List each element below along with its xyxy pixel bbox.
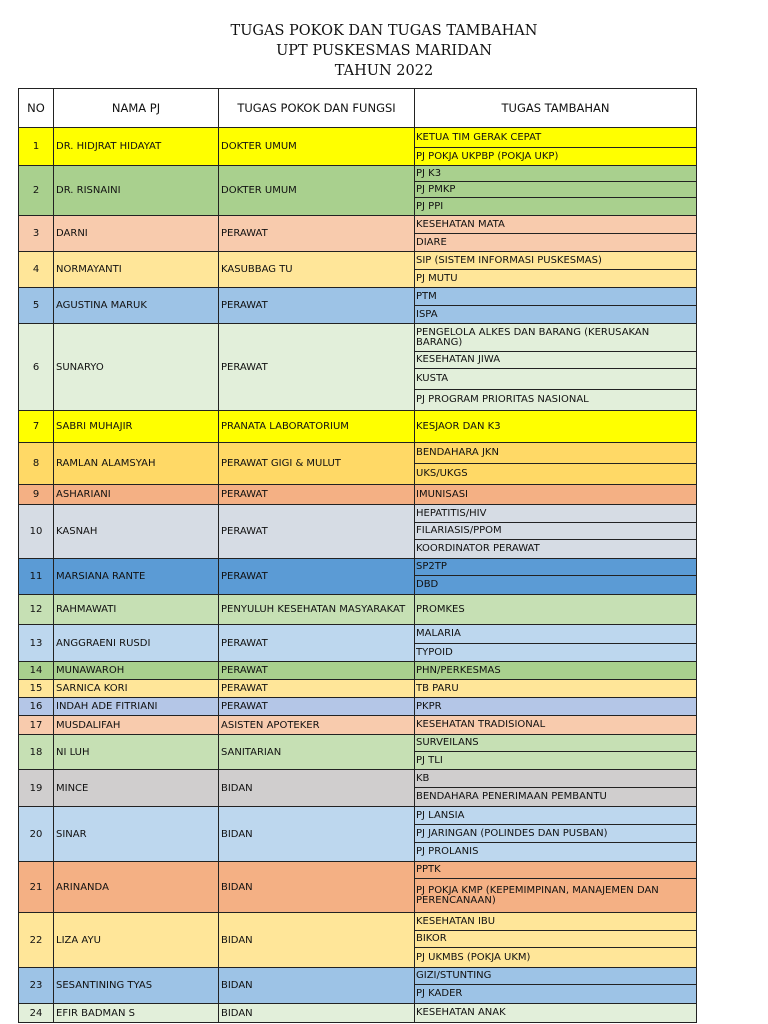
cell-no: 10 xyxy=(19,505,54,559)
cell-nama-pj: RAMLAN ALAMSYAH xyxy=(54,443,219,485)
cell-no: 11 xyxy=(19,559,54,595)
cell-nama-pj: DR. RISNAINI xyxy=(54,166,219,216)
table-row xyxy=(19,735,697,770)
cell-nama-pj: SESANTINING TYAS xyxy=(54,968,219,1004)
duty-table xyxy=(18,88,697,1023)
tugas-tambahan-item: KOORDINATOR PERAWAT xyxy=(416,543,540,554)
cell-tugas-pokok: ASISTEN APOTEKER xyxy=(219,716,415,735)
cell-nama-pj: ANGGRAENI RUSDI xyxy=(54,625,219,662)
cell-nama-pj: SINAR xyxy=(54,807,219,862)
document-title xyxy=(0,21,768,81)
table-row xyxy=(19,288,697,324)
title-line-2: UPT PUSKESMAS MARIDAN xyxy=(276,43,492,59)
tugas-tambahan-item: PJ JARINGAN (POLINDES DAN PUSBAN) xyxy=(415,825,696,843)
cell-tugas-tambahan xyxy=(415,735,697,770)
tugas-tambahan-item: KESEHATAN JIWA xyxy=(415,352,696,369)
cell-tugas-tambahan xyxy=(415,968,697,1004)
tugas-tambahan-item: MALARIA xyxy=(415,625,696,644)
tugas-tambahan-item: PJ PROGRAM PRIORITAS NASIONAL xyxy=(416,394,589,405)
header-nama-pj: NAMA PJ xyxy=(54,89,219,128)
tugas-tambahan-item: KESEHATAN IBU xyxy=(415,913,696,931)
cell-tugas-pokok: PERAWAT xyxy=(219,505,415,559)
tugas-tambahan-item: BENDAHARA PENERIMAAN PEMBANTU xyxy=(416,791,607,802)
tugas-tambahan-item: PJ K3 xyxy=(415,166,696,182)
cell-tugas-pokok: PERAWAT xyxy=(219,324,415,411)
cell-no: 22 xyxy=(19,913,54,968)
tugas-tambahan-item: HEPATITIS/HIV xyxy=(415,505,696,523)
tugas-tambahan-item: PJ MUTU xyxy=(416,272,458,284)
cell-tugas-tambahan xyxy=(415,559,697,595)
cell-tugas-tambahan xyxy=(415,913,697,968)
cell-nama-pj: DR. HIDJRAT HIDAYAT xyxy=(54,128,219,166)
cell-tugas-tambahan xyxy=(415,595,697,625)
cell-nama-pj: EFIR BADMAN S xyxy=(54,1004,219,1023)
tugas-tambahan-item: KESJAOR DAN K3 xyxy=(416,420,501,432)
table-row xyxy=(19,716,697,735)
table-body xyxy=(19,128,697,1023)
cell-tugas-tambahan xyxy=(415,324,697,411)
table-row xyxy=(19,252,697,288)
table-row xyxy=(19,680,697,698)
table-row xyxy=(19,913,697,968)
header-tugas-pokok: TUGAS POKOK DAN FUNGSI xyxy=(219,89,415,128)
cell-tugas-pokok: KASUBBAG TU xyxy=(219,252,415,288)
tugas-tambahan-item: PJ PROLANIS xyxy=(416,846,479,857)
tugas-tambahan-item: BIKOR xyxy=(415,931,696,948)
cell-no: 5 xyxy=(19,288,54,324)
table-row xyxy=(19,324,697,411)
tugas-tambahan-item: PJ PMKP xyxy=(415,182,696,198)
cell-nama-pj: SABRI MUHAJIR xyxy=(54,411,219,443)
tugas-tambahan-item: PJ TLI xyxy=(416,754,443,766)
tugas-tambahan-item: KESEHATAN MATA xyxy=(415,216,696,234)
table-row xyxy=(19,411,697,443)
cell-tugas-pokok: PERAWAT GIGI & MULUT xyxy=(219,443,415,485)
cell-tugas-tambahan xyxy=(415,716,697,735)
tugas-tambahan-item: PJ POKJA UKPBP (POKJA UKP) xyxy=(416,150,559,162)
cell-tugas-pokok: SANITARIAN xyxy=(219,735,415,770)
title-line-1: TUGAS POKOK DAN TUGAS TAMBAHAN xyxy=(230,23,538,39)
table-row xyxy=(19,662,697,680)
tugas-tambahan-item: KB xyxy=(415,770,696,788)
cell-tugas-tambahan xyxy=(415,443,697,485)
cell-no: 24 xyxy=(19,1004,54,1023)
cell-no: 13 xyxy=(19,625,54,662)
tugas-tambahan-item: PHN/PERKESMAS xyxy=(416,664,501,676)
cell-nama-pj: SARNICA KORI xyxy=(54,680,219,698)
tugas-tambahan-item: PJ PPI xyxy=(416,200,444,212)
tugas-tambahan-item: PTM xyxy=(415,288,696,306)
cell-no: 7 xyxy=(19,411,54,443)
cell-nama-pj: INDAH ADE FITRIANI xyxy=(54,698,219,716)
tugas-tambahan-item: PJ POKJA KMP (KEPEMIMPINAN, MANAJEMEN DAN PERENCANAAN) xyxy=(416,884,659,906)
cell-nama-pj: DARNI xyxy=(54,216,219,252)
tugas-tambahan-item: TYPOID xyxy=(416,646,453,658)
tugas-tambahan-item: PPTK xyxy=(415,862,696,879)
tugas-tambahan-item: PJ LANSIA xyxy=(415,807,696,825)
table-row xyxy=(19,625,697,662)
cell-tugas-tambahan xyxy=(415,166,697,216)
cell-nama-pj: NI LUH xyxy=(54,735,219,770)
cell-tugas-pokok: PERAWAT xyxy=(219,485,415,505)
tugas-tambahan-item: GIZI/STUNTING xyxy=(415,968,696,985)
cell-tugas-pokok: DOKTER UMUM xyxy=(219,166,415,216)
cell-nama-pj: ASHARIANI xyxy=(54,485,219,505)
cell-tugas-tambahan xyxy=(415,485,697,505)
table-row xyxy=(19,595,697,625)
cell-no: 1 xyxy=(19,128,54,166)
cell-no: 16 xyxy=(19,698,54,716)
cell-nama-pj: KASNAH xyxy=(54,505,219,559)
cell-tugas-pokok: PERAWAT xyxy=(219,216,415,252)
cell-tugas-tambahan xyxy=(415,505,697,559)
cell-no: 12 xyxy=(19,595,54,625)
cell-nama-pj: MUNAWAROH xyxy=(54,662,219,680)
cell-nama-pj: MINCE xyxy=(54,770,219,807)
tugas-tambahan-item: BENDAHARA JKN xyxy=(415,443,696,464)
tugas-tambahan-item: PJ UKMBS (POKJA UKM) xyxy=(416,951,531,963)
tugas-tambahan-item: KESEHATAN TRADISIONAL xyxy=(416,719,546,730)
tugas-tambahan-item: PROMKES xyxy=(416,603,465,615)
tugas-tambahan-item: SP2TP xyxy=(415,559,696,576)
cell-tugas-tambahan xyxy=(415,770,697,807)
table-header-row xyxy=(19,89,697,128)
cell-no: 17 xyxy=(19,716,54,735)
table-row xyxy=(19,698,697,716)
cell-no: 20 xyxy=(19,807,54,862)
tugas-tambahan-item: PJ KADER xyxy=(416,988,463,999)
cell-tugas-tambahan xyxy=(415,625,697,662)
tugas-tambahan-item: PKPR xyxy=(416,700,442,712)
cell-tugas-tambahan xyxy=(415,216,697,252)
tugas-tambahan-item: IMUNISASI xyxy=(416,488,468,500)
cell-nama-pj: RAHMAWATI xyxy=(54,595,219,625)
table-row xyxy=(19,166,697,216)
cell-nama-pj: SUNARYO xyxy=(54,324,219,411)
cell-tugas-pokok: BIDAN xyxy=(219,913,415,968)
cell-tugas-pokok: PERAWAT xyxy=(219,288,415,324)
tugas-tambahan-item: PENGELOLA ALKES DAN BARANG (KERUSAKAN BARANG) xyxy=(415,324,696,352)
cell-tugas-pokok: PENYULUH KESEHATAN MASYARAKAT xyxy=(219,595,415,625)
cell-nama-pj: AGUSTINA MARUK xyxy=(54,288,219,324)
tugas-tambahan-item: KUSTA xyxy=(415,369,696,390)
tugas-tambahan-item: FILARIASIS/PPOM xyxy=(415,523,696,540)
cell-tugas-pokok: PRANATA LABORATORIUM xyxy=(219,411,415,443)
cell-tugas-pokok: BIDAN xyxy=(219,1004,415,1023)
cell-no: 9 xyxy=(19,485,54,505)
cell-tugas-tambahan xyxy=(415,1004,697,1023)
table-row xyxy=(19,770,697,807)
title-line-3: TAHUN 2022 xyxy=(334,63,434,79)
cell-tugas-tambahan xyxy=(415,862,697,913)
cell-tugas-tambahan xyxy=(415,680,697,698)
tugas-tambahan-item: DBD xyxy=(416,579,439,590)
cell-nama-pj: MUSDALIFAH xyxy=(54,716,219,735)
cell-tugas-tambahan xyxy=(415,807,697,862)
cell-tugas-pokok: PERAWAT xyxy=(219,662,415,680)
tugas-tambahan-item: KETUA TIM GERAK CEPAT xyxy=(415,128,696,148)
cell-tugas-tambahan xyxy=(415,288,697,324)
header-tugas-tambahan: TUGAS TAMBAHAN xyxy=(415,89,697,128)
table-row xyxy=(19,216,697,252)
cell-no: 3 xyxy=(19,216,54,252)
cell-no: 6 xyxy=(19,324,54,411)
table-row xyxy=(19,505,697,559)
table-row xyxy=(19,128,697,166)
tugas-tambahan-item: ISPA xyxy=(416,308,438,320)
header-no: NO xyxy=(19,89,54,128)
cell-no: 4 xyxy=(19,252,54,288)
table-row xyxy=(19,443,697,485)
cell-no: 19 xyxy=(19,770,54,807)
cell-tugas-pokok: PERAWAT xyxy=(219,680,415,698)
cell-tugas-pokok: BIDAN xyxy=(219,968,415,1004)
cell-tugas-tambahan xyxy=(415,662,697,680)
cell-nama-pj: ARINANDA xyxy=(54,862,219,913)
cell-nama-pj: NORMAYANTI xyxy=(54,252,219,288)
cell-tugas-tambahan xyxy=(415,411,697,443)
table-row xyxy=(19,559,697,595)
cell-nama-pj: MARSIANA RANTE xyxy=(54,559,219,595)
table-row xyxy=(19,968,697,1004)
cell-tugas-pokok: DOKTER UMUM xyxy=(219,128,415,166)
cell-nama-pj: LIZA AYU xyxy=(54,913,219,968)
table-row xyxy=(19,807,697,862)
cell-tugas-pokok: PERAWAT xyxy=(219,559,415,595)
table-row xyxy=(19,862,697,913)
tugas-tambahan-item: UKS/UKGS xyxy=(416,468,468,479)
cell-tugas-tambahan xyxy=(415,698,697,716)
cell-tugas-pokok: BIDAN xyxy=(219,862,415,913)
tugas-tambahan-item: SURVEILANS xyxy=(415,735,696,752)
cell-tugas-tambahan xyxy=(415,252,697,288)
tugas-tambahan-item: SIP (SISTEM INFORMASI PUSKESMAS) xyxy=(415,252,696,270)
cell-tugas-pokok: PERAWAT xyxy=(219,698,415,716)
cell-tugas-tambahan xyxy=(415,128,697,166)
cell-no: 15 xyxy=(19,680,54,698)
table-row xyxy=(19,485,697,505)
cell-tugas-pokok: BIDAN xyxy=(219,807,415,862)
cell-no: 23 xyxy=(19,968,54,1004)
table-row xyxy=(19,1004,697,1023)
tugas-tambahan-item: TB PARU xyxy=(416,682,459,694)
cell-no: 18 xyxy=(19,735,54,770)
tugas-tambahan-item: DIARE xyxy=(416,236,447,248)
cell-tugas-pokok: BIDAN xyxy=(219,770,415,807)
cell-no: 2 xyxy=(19,166,54,216)
tugas-tambahan-item: KESEHATAN ANAK xyxy=(416,1007,506,1018)
cell-no: 21 xyxy=(19,862,54,913)
cell-no: 8 xyxy=(19,443,54,485)
cell-no: 14 xyxy=(19,662,54,680)
cell-tugas-pokok: PERAWAT xyxy=(219,625,415,662)
